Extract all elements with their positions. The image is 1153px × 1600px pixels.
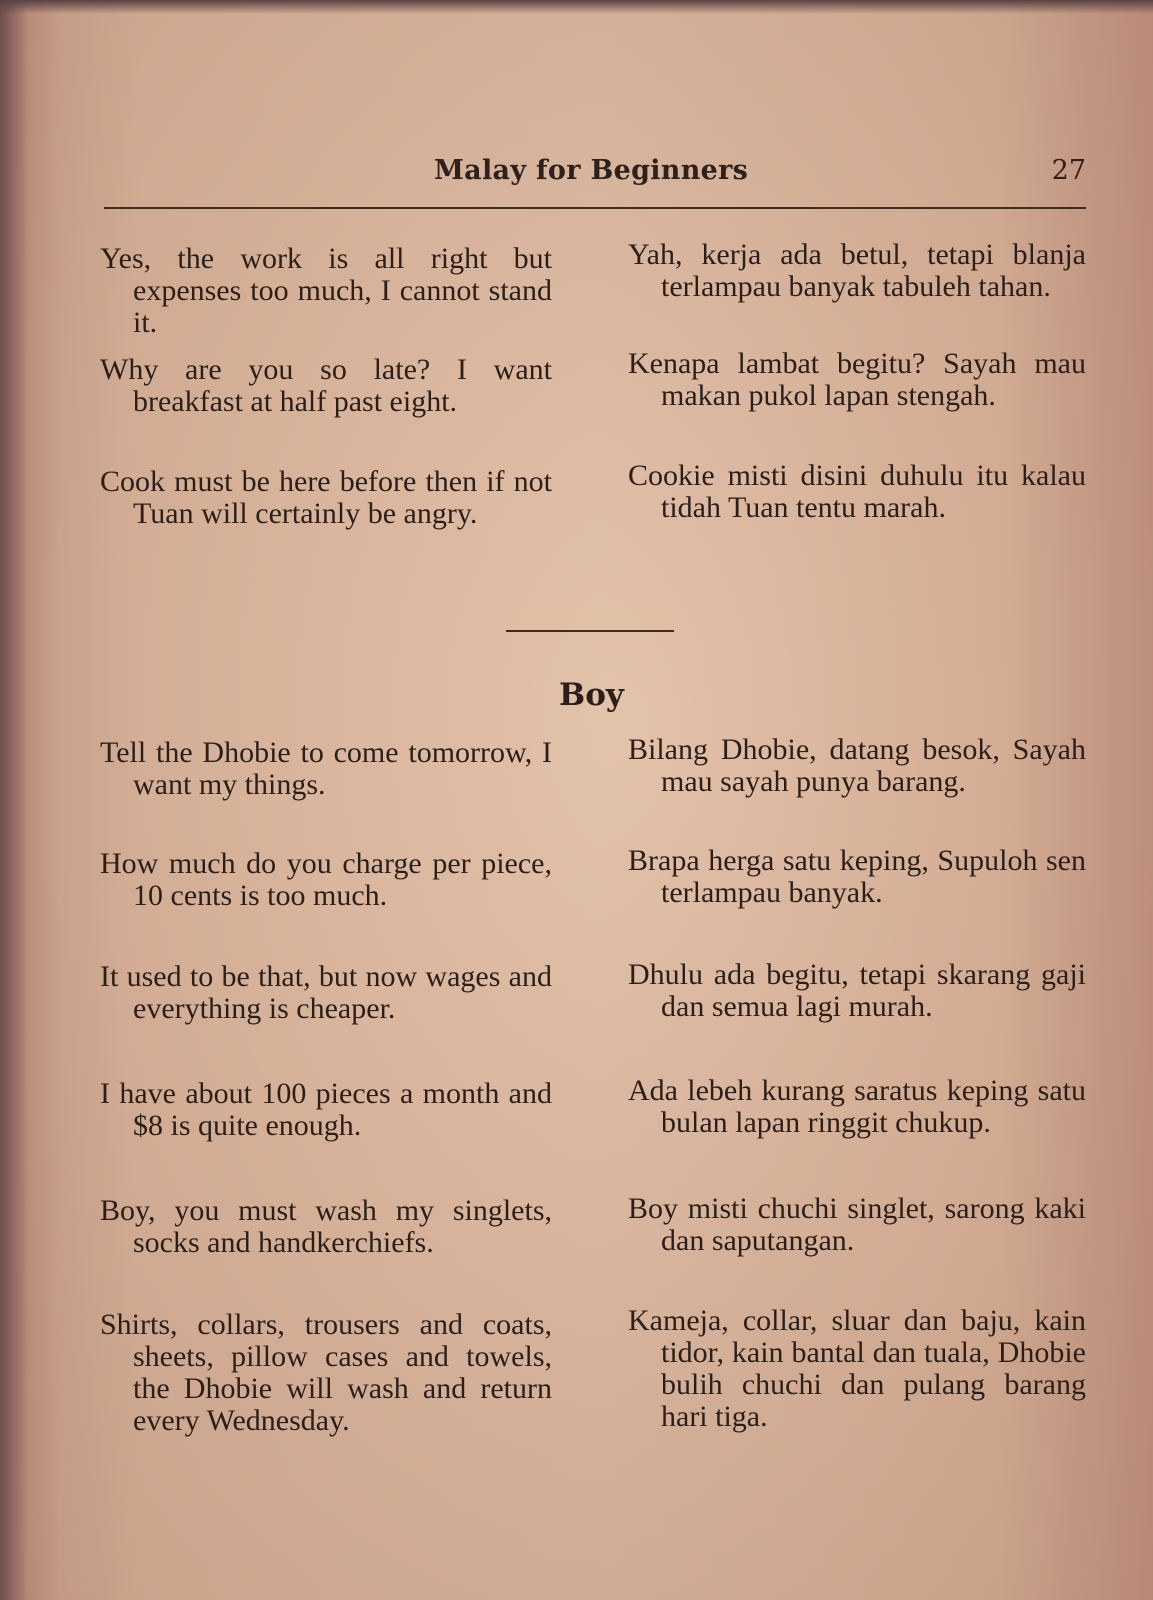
malay-phrase: Bilang Dhobie, datang besok, Sayah mau sayah punya barang. [628,733,1086,798]
section-heading-boy: Boy [559,677,624,713]
english-phrase: How much do you charge per piece, 10 cents is too much. [100,847,552,912]
malay-phrase: Kameja, collar, sluar dan baju, kain tidor, kain bantal dan tuala, Dhobie bulih chuchi dan pulang barang hari tiga. [628,1304,1086,1433]
page-top-edge [0,0,1153,14]
book-spine-shadow [0,0,28,1600]
english-phrase: Why are you so late? I want breakfast at half past eight. [100,353,552,418]
english-phrase: I have about 100 pieces a month and $8 is quite enough. [100,1077,552,1142]
header-rule [104,207,1086,209]
english-phrase: Shirts, collars, trousers and coats, sheets, pillow cases and towels, the Dhobie will wash and return every Wednesday. [100,1308,552,1437]
malay-phrase: Dhulu ada begitu, tetapi skarang gaji dan semua lagi murah. [628,958,1086,1023]
section-divider [506,630,674,632]
english-phrase: It used to be that, but now wages and everything is cheaper. [100,960,552,1025]
english-phrase: Cook must be here before then if not Tuan will certainly be angry. [100,465,552,530]
malay-phrase: Brapa herga satu keping, Supuloh sen terlampau banyak. [628,844,1086,909]
header-title: Malay for Beginners [434,155,749,186]
malay-phrase: Kenapa lambat begitu? Sayah mau makan pukol lapan stengah. [628,347,1086,412]
page-number: 27 [1051,155,1086,186]
english-phrase: Boy, you must wash my singlets, socks and handkerchiefs. [100,1194,552,1259]
malay-phrase: Ada lebeh kurang saratus keping satu bulan lapan ringgit chukup. [628,1074,1086,1139]
running-header [104,155,1086,195]
malay-phrase: Cookie misti disini duhulu itu kalau tidah Tuan tentu marah. [628,459,1086,524]
malay-phrase: Yah, kerja ada betul, tetapi blanja terlampau banyak tabuleh tahan. [628,238,1086,303]
malay-phrase: Boy misti chuchi singlet, sarong kaki dan saputangan. [628,1192,1086,1257]
english-phrase: Yes, the work is all right but expenses too much, I cannot stand it. [100,242,552,339]
english-phrase: Tell the Dhobie to come tomorrow, I want my things. [100,736,552,801]
